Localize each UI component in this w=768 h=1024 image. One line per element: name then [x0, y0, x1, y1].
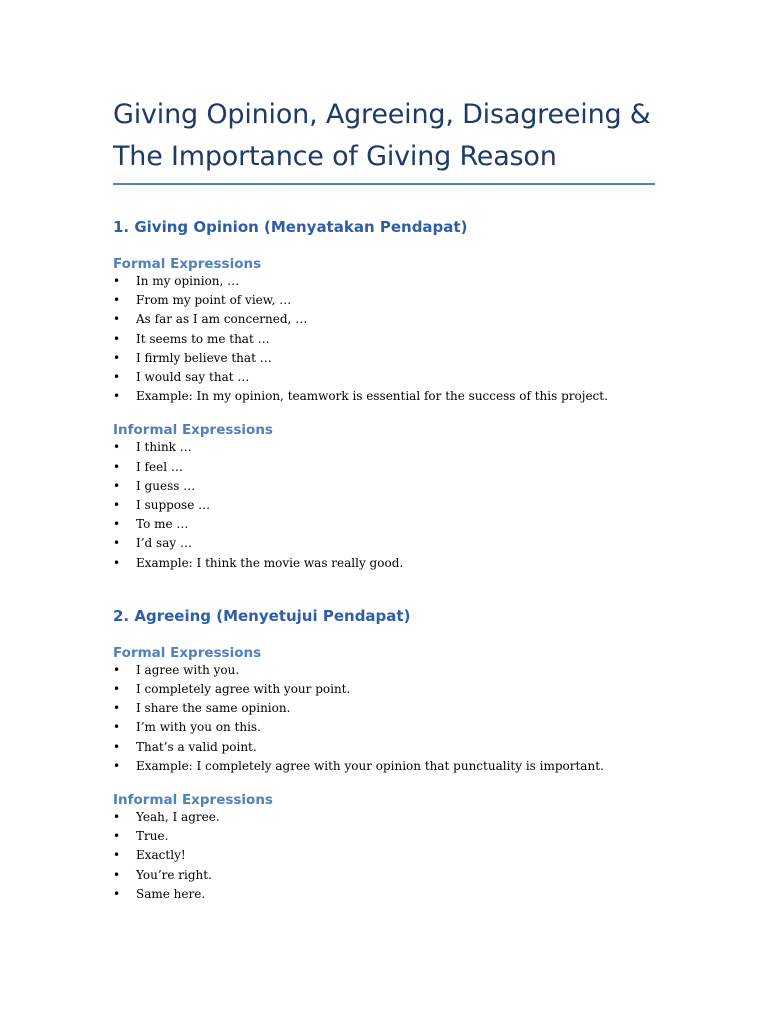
sub-heading-informal-expressions: Informal Expressions [113, 422, 273, 439]
list-item [113, 496, 655, 515]
bullet-icon: • [113, 498, 121, 513]
bullet-icon: • [113, 293, 121, 308]
list-item-text: That’s a valid point. [136, 739, 257, 754]
list-item [113, 534, 655, 553]
list-item-text: To me … [136, 517, 189, 532]
list-item-text: Example: I completely agree with your opinion that punctuality is important. [136, 758, 604, 773]
bullet-icon: • [113, 312, 121, 327]
list-item-text: Example: I think the movie was really good. [136, 555, 404, 570]
list-item-text: From my point of view, … [136, 293, 292, 308]
bullet-icon: • [113, 720, 121, 735]
list-item-text: Yeah, I agree. [136, 810, 220, 825]
title-underline [113, 183, 655, 185]
bullet-icon: • [113, 389, 121, 404]
formal-expressions-list [113, 661, 655, 776]
list-item-text: I’d say … [136, 536, 192, 551]
list-item [113, 349, 655, 368]
list-item [113, 438, 655, 457]
list-item-text: As far as I am concerned, … [136, 312, 308, 327]
list-item-text: True. [136, 829, 169, 844]
bullet-icon: • [113, 331, 121, 346]
list-item-text: I firmly believe that … [136, 350, 272, 365]
bullet-icon: • [113, 459, 121, 474]
list-item [113, 458, 655, 477]
bullet-icon: • [113, 739, 121, 754]
list-item [113, 387, 655, 406]
list-item [113, 477, 655, 496]
list-item [113, 846, 655, 865]
sub-heading-formal-expressions: Formal Expressions [113, 644, 262, 661]
document-title [113, 94, 655, 178]
title-line-2: The Importance of Giving Reason [113, 141, 557, 172]
list-item [113, 368, 655, 387]
bullet-icon: • [113, 478, 121, 493]
list-item-text: I agree with you. [136, 662, 240, 677]
list-item [113, 310, 655, 329]
sub-heading-formal-expressions: Formal Expressions [113, 256, 262, 272]
section-heading-giving-opinion: 1. Giving Opinion (Menyatakan Pendapat) [113, 218, 468, 236]
bullet-icon: • [113, 701, 121, 716]
list-item-text: I share the same opinion. [136, 701, 291, 716]
list-item [113, 291, 655, 310]
list-item [113, 554, 655, 573]
title-line-1: Giving Opinion, Agreeing, Disagreeing & [113, 99, 651, 130]
bullet-icon: • [113, 555, 121, 570]
list-item-text: In my opinion, … [136, 274, 240, 288]
list-item-text: Exactly! [136, 848, 186, 863]
list-item [113, 866, 655, 885]
list-item [113, 272, 655, 291]
list-item-text: Same here. [136, 886, 206, 901]
bullet-icon: • [113, 274, 121, 288]
list-item [113, 699, 655, 718]
list-item [113, 827, 655, 846]
list-item-text: I’m with you on this. [136, 720, 261, 735]
formal-expressions-list [113, 272, 655, 406]
list-item [113, 757, 655, 776]
bullet-icon: • [113, 440, 121, 455]
list-item [113, 515, 655, 534]
list-item-text: I feel … [136, 459, 183, 474]
bullet-icon: • [113, 682, 121, 697]
bullet-icon: • [113, 886, 121, 901]
bullet-icon: • [113, 370, 121, 385]
section-heading-agreeing: 2. Agreeing (Menyetujui Pendapat) [113, 606, 411, 625]
informal-expressions-list [113, 808, 655, 904]
list-item-text: I think … [136, 440, 192, 455]
sub-heading-informal-expressions: Informal Expressions [113, 792, 273, 809]
list-item-text: I suppose … [136, 498, 211, 513]
list-item [113, 680, 655, 699]
bullet-icon: • [113, 350, 121, 365]
document-page [113, 94, 655, 904]
list-item [113, 738, 655, 757]
list-item-text: I would say that … [136, 370, 250, 385]
informal-expressions-list [113, 438, 655, 572]
list-item-text: It seems to me that … [136, 331, 270, 346]
bullet-icon: • [113, 662, 121, 677]
bullet-icon: • [113, 829, 121, 844]
bullet-icon: • [113, 867, 121, 882]
list-item [113, 661, 655, 680]
list-item [113, 808, 655, 827]
list-item-text: Example: In my opinion, teamwork is essential for the success of this project. [136, 389, 608, 404]
list-item-text: You’re right. [136, 867, 212, 882]
list-item [113, 330, 655, 349]
bullet-icon: • [113, 758, 121, 773]
list-item-text: I completely agree with your point. [136, 682, 351, 697]
list-item [113, 718, 655, 737]
bullet-icon: • [113, 848, 121, 863]
bullet-icon: • [113, 536, 121, 551]
list-item-text: I guess … [136, 478, 196, 493]
bullet-icon: • [113, 517, 121, 532]
bullet-icon: • [113, 810, 121, 825]
list-item [113, 885, 655, 904]
